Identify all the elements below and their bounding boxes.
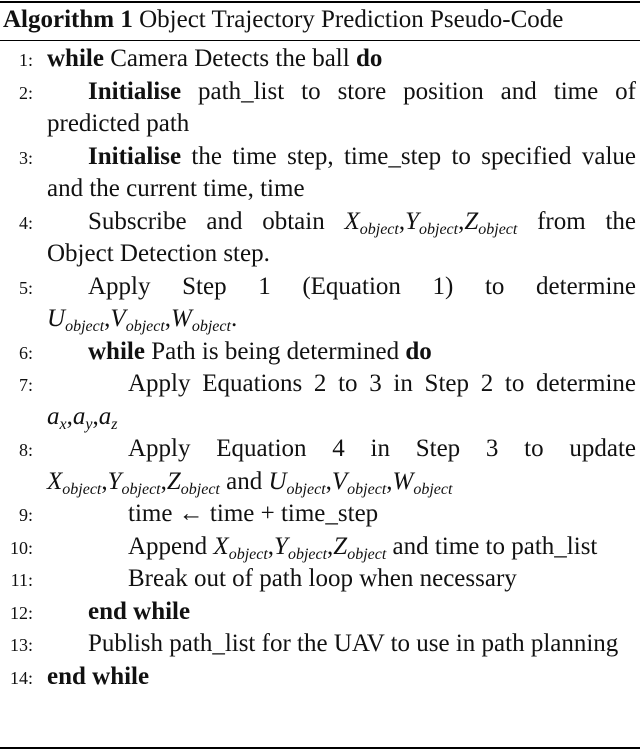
line-text: Break out of path loop when necessary [128,565,517,592]
keyword: end while [88,597,191,625]
variable-subscript: object [125,318,165,335]
variable-subscript: object [180,480,220,498]
line-text: , [398,207,406,235]
variable-symbol: W [392,467,414,495]
variable-subscript: x [59,415,67,433]
keyword: while [88,337,145,365]
line-text: , [386,467,393,495]
keyword: do [405,337,432,365]
variable-subscript: object [347,480,387,498]
variable-subscript: object [347,545,387,563]
variable-subscript: y [85,415,93,433]
variable-symbol: Y [274,532,288,560]
line-text: Subscribe and obtain [88,207,345,235]
line-number: 10: [9,537,33,558]
variable-symbol: a [72,402,86,430]
math-variable [171,305,231,335]
algorithm-line [0,76,640,141]
line-text: , [267,532,275,560]
math-variable [344,207,399,238]
line-text: Path is being determined [144,337,406,365]
variable-subscript: object [228,545,268,563]
line-text: and time to path_list [386,532,598,560]
top-rule [0,1,640,3]
algorithm-title: Object Trajectory Prediction Pseudo-Code [139,6,564,33]
variable-symbol: V [331,467,348,495]
math-variable [274,532,328,563]
algorithm-line [0,498,640,531]
line-number: 13: [9,635,33,655]
variable-symbol: X [213,532,229,560]
math-variable [333,532,387,563]
variable-subscript: z [111,415,118,433]
line-number: 12: [9,602,33,623]
variable-subscript: object [65,318,105,335]
math-variable [331,467,387,498]
variable-subscript: object [287,545,328,563]
variable-symbol: U [268,467,287,495]
line-text: , [327,532,334,560]
keyword: end while [47,662,150,690]
algorithm-line [0,336,640,369]
algorithm-line [0,661,640,694]
line-text: , [458,207,465,235]
variable-subscript: object [121,480,161,498]
line-text: and [219,467,269,495]
keyword: Initialise [88,77,182,105]
line-number: 6: [18,342,33,363]
algorithm-caption [3,5,563,35]
math-variable [47,467,102,498]
math-variable [464,207,518,238]
math-variable [392,467,453,498]
line-number: 11: [10,570,33,590]
math-variable [47,305,105,335]
line-number: 5: [18,277,33,298]
keyword: do [355,45,383,72]
variable-symbol: Z [166,467,181,495]
variable-symbol: Z [333,532,348,560]
algorithm-line [0,206,640,271]
algorithm-line [0,368,640,433]
variable-subscript: object [359,220,399,238]
line-text: , [66,402,73,430]
math-variable [47,402,67,433]
math-variable [72,402,93,433]
math-variable [166,467,220,498]
variable-symbol: X [47,467,63,495]
keyword: while [47,45,104,72]
variable-symbol: U [47,305,66,332]
line-text: Apply Step 1 (Equation 1) to determine [88,272,636,300]
keyword: Initialise [88,142,182,170]
line-text: , [104,305,111,332]
line-number: 4: [18,212,33,233]
line-text: , [160,467,167,495]
algorithm-line [0,531,640,564]
algorithm-line [0,43,640,76]
line-text: . [230,305,238,332]
variable-symbol: Y [405,207,419,235]
variable-symbol: V [110,305,126,332]
line-text: , [164,305,172,332]
line-text: Publish path_list for the UAV to use in path planning [88,630,619,657]
variable-subscript: object [419,220,459,238]
math-variable [213,532,268,563]
variable-subscript: object [191,318,231,335]
line-text: Append [128,532,214,560]
bottom-rule [0,747,640,749]
line-number: 9: [18,505,33,525]
caption-rule [0,40,640,41]
math-variable [405,207,459,238]
math-variable [110,305,165,335]
variable-subscript: object [286,480,326,498]
algorithm-line [0,596,640,629]
line-number: 3: [18,147,33,168]
line-number: 7: [18,375,33,395]
line-number: 1: [18,50,33,70]
variable-symbol: Y [107,467,122,495]
algorithm-line [0,433,640,498]
line-number: 14: [9,667,33,688]
line-text: Apply Equation 4 in Step 3 to update [128,435,636,462]
algorithm-label: Algorithm 1 [3,6,133,33]
math-variable [268,467,326,498]
algorithm-line [0,563,640,596]
math-variable [107,467,161,498]
variable-symbol: a [98,402,112,430]
variable-symbol: Z [464,207,479,235]
line-text: , [101,467,108,495]
math-variable [98,402,118,433]
line-number: 2: [18,82,33,103]
line-text: the time step, time_step to specified value and the current time, time [47,142,636,202]
line-text: from the Object Detection step. [47,207,637,267]
line-text: , [325,467,332,495]
variable-subscript: object [413,480,453,498]
variable-symbol: a [47,402,60,430]
line-text: path_list to store position and time of predicted path [47,77,636,137]
line-text: time ← time + time_step [128,500,379,527]
algorithm-body [0,43,640,693]
algorithm-line [0,628,640,661]
algorithm-line [0,271,640,336]
algorithm-line [0,141,640,206]
line-text: Camera Detects the ball [103,45,356,72]
line-text: Apply Equations 2 to 3 in Step 2 to determine [128,370,636,397]
variable-subscript: object [478,220,518,238]
line-text: , [92,402,99,430]
variable-subscript: object [62,480,102,498]
line-number: 8: [18,440,33,460]
variable-symbol: X [344,207,360,235]
variable-symbol: W [171,305,192,332]
